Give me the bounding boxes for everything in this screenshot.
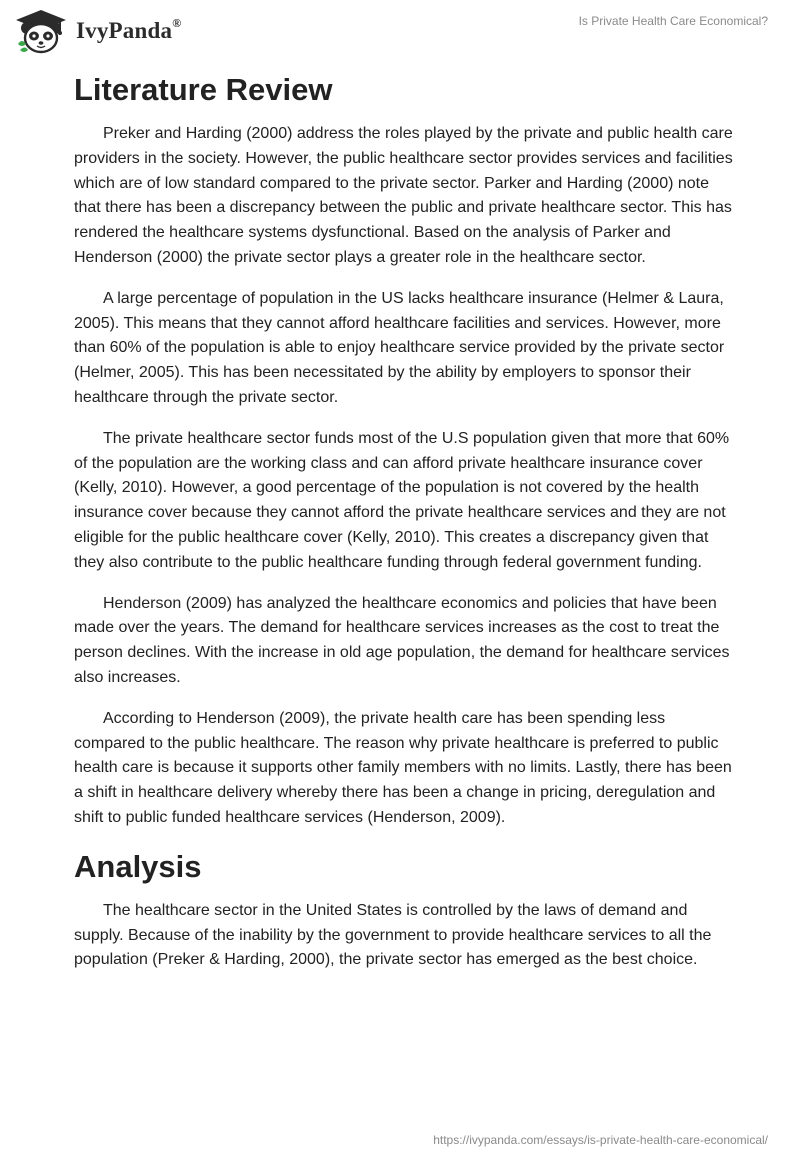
paragraph: According to Henderson (2009), the private health care has been spending less compared to the public healthcare. The reason why private healthcare is preferred to public health care is because it supports other family members with no limits. Lastly, there has been a shift in healthcare delivery whereby there has been a change in pricing, deregulation and shift to public funded healthcare services (Henderson, 2009). [74, 709, 732, 826]
paragraph: The healthcare sector in the United States is controlled by the laws of demand and supply. Because of the inability by the government to provide healthcare services to all the population (Preker & Harding, 2000), the private sector has emerged as the best choice. [74, 901, 712, 969]
source-url[interactable]: https://ivypanda.com/essays/is-private-health-care-economical/ [433, 1133, 768, 1147]
paragraph: Preker and Harding (2000) address the roles played by the private and public health care providers in the society. However, the public healthcare sector provides services and facilities which are of low standard compared to the private sector. Parker and Harding (2000) note that there has been a discrepancy between the public and private healthcare sector. This has rendered the healthcare systems dysfunctional. Based on the analysis of Parker and Henderson (2000) the private sector plays a greater role in the healthcare sector. [74, 125, 733, 266]
page-header [0, 0, 800, 62]
document-title: Is Private Health Care Economical? [578, 14, 768, 28]
paragraph: A large percentage of population in the US lacks healthcare insurance (Helmer & Laura, 2005). This means that they cannot afford healthcare facilities and services. However, more than 60% of the population is able to enjoy healthcare service provided by the private sector (Helmer, 2005). This has been necessitated by the ability by employers to sponsor their healthcare through the private sector. [74, 289, 725, 406]
article-body [74, 70, 734, 989]
heading-literature-review: Literature Review [74, 72, 333, 107]
panda-graduate-icon [14, 8, 68, 54]
brand-name: IvyPanda® [76, 16, 182, 43]
ivypanda-logo[interactable] [14, 8, 181, 54]
paragraph: Henderson (2009) has analyzed the healthcare economics and policies that have been made over the years. The demand for healthcare services increases as the cost to treat the person declines. With the increase in old age population, the demand for healthcare services also increases. [74, 594, 730, 686]
heading-analysis: Analysis [74, 848, 202, 884]
paragraph: The private healthcare sector funds most of the U.S population given that more that 60% of the population are the working class and can afford private healthcare insurance cover (Kelly, 2010). However, a good percentage of the population is not covered by the health insurance cover because they cannot afford the private healthcare services and they are not eligible for the public healthcare cover (Kelly, 2010). This creates a discrepancy given that they also contribute to the public healthcare funding through federal government funding. [74, 429, 730, 571]
